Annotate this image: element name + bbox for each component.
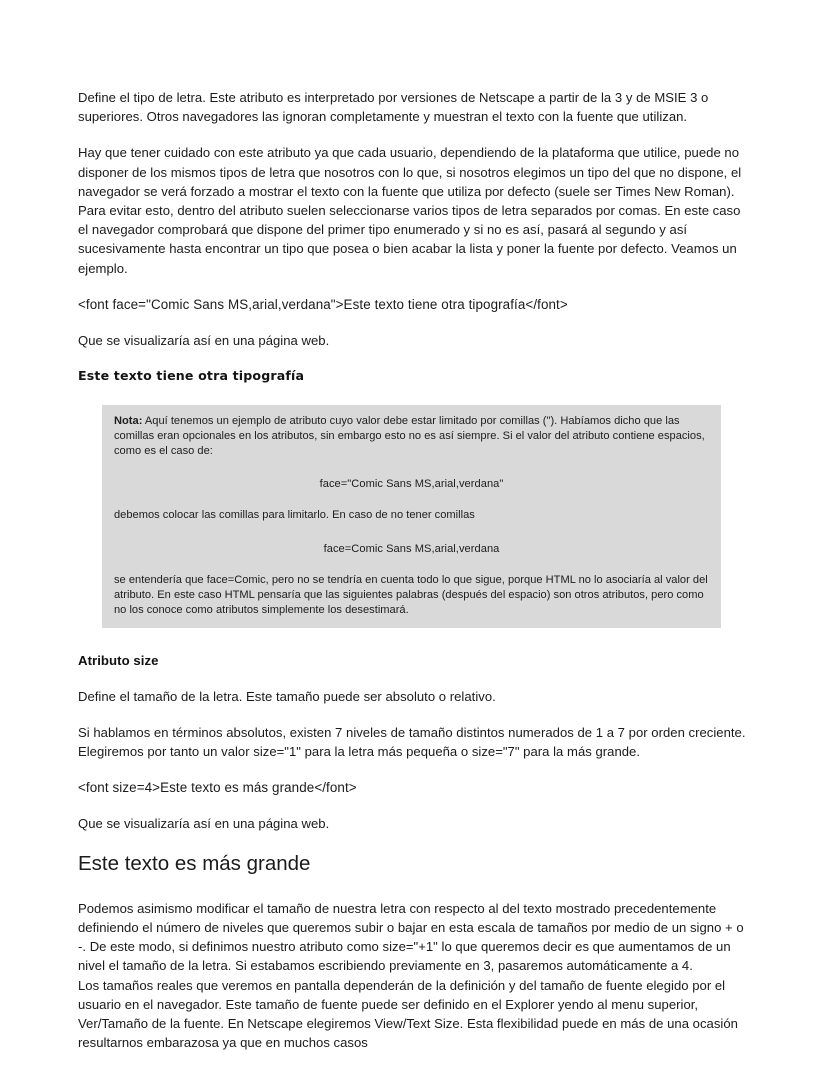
- document-content: [78, 88, 753, 1069]
- paragraph-size-browser-dependent: Los tamaños reales que veremos en pantalla dependerán de la definición y del tamaño de fuente elegido por el usuario en el navegador. Este tamaño de fuente puede ser definido en el Explorer yendo al menu superior, Ver/Tamaño de la fuente. En Netscape elegiremos View/Text Size. Esta flexibilidad puede en más de una ocasión resultarnos embarazosa ya que en muchos casos: [78, 977, 738, 1051]
- code-sample-font-face: <font face="Comic Sans MS,arial,verdana">Este texto tiene otra tipografía</font>: [78, 296, 568, 312]
- heading-atributo-size: Atributo size: [78, 652, 159, 668]
- note-body-third: se entendería que face=Comic, pero no se tendría en cuenta todo lo que sigue, porque HTML no lo asociaría al valor del atributo. En este caso HTML pensaría que las siguientes palabras (después del espacio) son otros atributos, pero como no los conoce como atributos simplemente los desestimará.: [114, 573, 708, 616]
- note-body-second: debemos colocar las comillas para limitarlo. En caso de no tener comillas: [114, 509, 475, 522]
- code-sample-font-size: <font size=4>Este texto es más grande</font>: [78, 780, 357, 796]
- paragraph-render-note-size: Que se visualizaría así en una página web.: [78, 816, 330, 832]
- note-code-with-quotes: face="Comic Sans MS,arial,verdana": [319, 478, 504, 491]
- paragraph-size-relative: Podemos asimismo modificar el tamaño de nuestra letra con respecto al del texto mostrado precedentemente definiendo el número de niveles que queremos subir o bajar en esta escala de tamaños por medio de un signo + o -. De este modo, si definimos nuestro atributo como size="+1" lo que queremos decir es que aumentamos de un nivel el tamaño de la letra. Si estabamos escribiendo previamente en 3, pasaremos automáticamente a 4.: [78, 900, 744, 974]
- note-box: [102, 405, 721, 628]
- paragraph-face-caution: Hay que tener cuidado con este atributo ya que cada usuario, dependiendo de la plataforma que utilice, puede no disponer de los mismos tipos de letra que nosotros con lo que, si nosotros elegimos un tipo del que no dispone, el navegador se verá forzado a mostrar el texto con la fuente que utiliza por defecto (suele ser Times New Roman). Para evitar esto, dentro del atributo suelen seleccionarse varios tipos de letra separados por comas. En este caso el navegador comprobará que dispone del primer tipo enumerado y si no es así, pasará al segundo y así sucesivamente hasta encontrar un tipo que posea o bien acabar la lista y poner la fuente por defecto. Veamos un ejemplo.: [78, 145, 742, 276]
- paragraph-render-note-face: Que se visualizaría así en una página web.: [78, 332, 330, 348]
- rendered-sample-bigger-text: Este texto es más grande: [78, 851, 311, 875]
- rendered-sample-typeface: Este texto tiene otra tipografía: [78, 368, 305, 384]
- paragraph-face-intro: Define el tipo de letra. Este atributo es interpretado por versiones de Netscape a partir de la 3 y de MSIE 3 o superiores. Otros navegadores las ignoran completamente y muestran el texto con la fuente que utilizan.: [78, 90, 709, 125]
- note-body-first-text: Aquí tenemos un ejemplo de atributo cuyo valor debe estar limitado por comillas ("). Habíamos dicho que las comillas eran opcionales en los atributos, sin embargo esto no es así siempre. Si el valor del atributo contiene espacios, como es el caso de:: [114, 415, 705, 458]
- paragraph-size-absolute: Si hablamos en términos absolutos, existen 7 niveles de tamaño distintos numerados de 1 a 7 por orden creciente. Elegiremos por tanto un valor size="1" para la letra más pequeña o size="7" para la más grande.: [78, 725, 746, 760]
- note-code-without-quotes: face=Comic Sans MS,arial,verdana: [323, 542, 500, 555]
- note-body-first: [114, 414, 709, 459]
- paragraph-size-definition: Define el tamaño de la letra. Este tamaño puede ser absoluto o relativo.: [78, 688, 496, 704]
- note-label: Nota:: [114, 415, 143, 428]
